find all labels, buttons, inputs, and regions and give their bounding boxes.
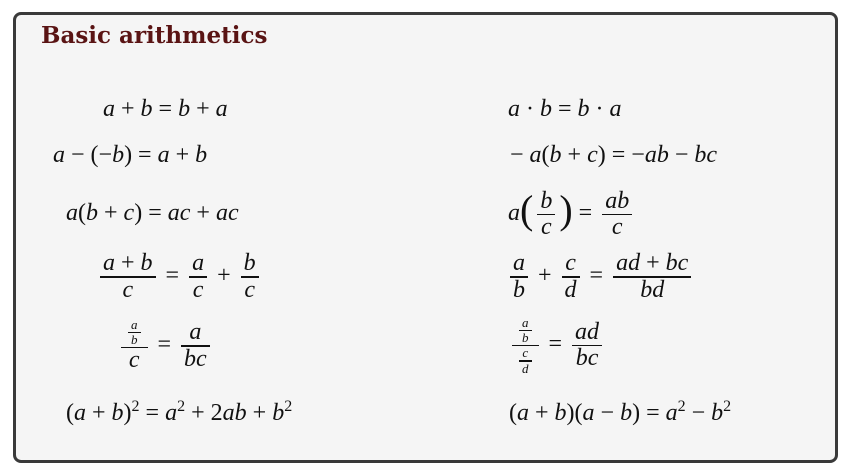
- formula-fraction-division: $\frac{\frac{a}{b}}{\frac{c}{d}}$ = $\frac{ad}{bc}$: [508, 316, 606, 375]
- formula-binomial-square: $(a + b)^2 = a^2 + 2ab + b^2$: [66, 398, 293, 426]
- formula-negative-distributive: − a(b + c) = −ab − bc: [510, 142, 718, 168]
- formula-difference-of-squares: $(a + b)(a - b) = a^2 - b^2$: [509, 398, 732, 426]
- formula-fraction-sum: $\frac{a + b}{c}$ = $\frac{a}{c}$ + $\frac{b}{c}$: [96, 251, 263, 303]
- section-title: Basic arithmetics: [41, 22, 268, 49]
- formula-fraction-addition: $\frac{a}{b}$ + $\frac{c}{d}$ = $\frac{ad + bc}{bd}$: [506, 251, 695, 303]
- formula-distributive: a(b + c) = ac + ac: [66, 200, 239, 226]
- formula-commutative-mult: a · b = b · a: [508, 96, 622, 122]
- formula-subtract-negative: a − (−b) = a + b: [53, 142, 208, 168]
- formula-commutative-add: a + b = b + a: [103, 96, 228, 122]
- formula-multiply-fraction: a( $\frac{b}{c}$ ) = $\frac{ab}{c}$: [508, 187, 636, 240]
- formula-nested-fraction: $\frac{\frac{a}{b}}{c}$ = $\frac{a}{bc}$: [117, 318, 214, 374]
- formula-card: [13, 12, 838, 463]
